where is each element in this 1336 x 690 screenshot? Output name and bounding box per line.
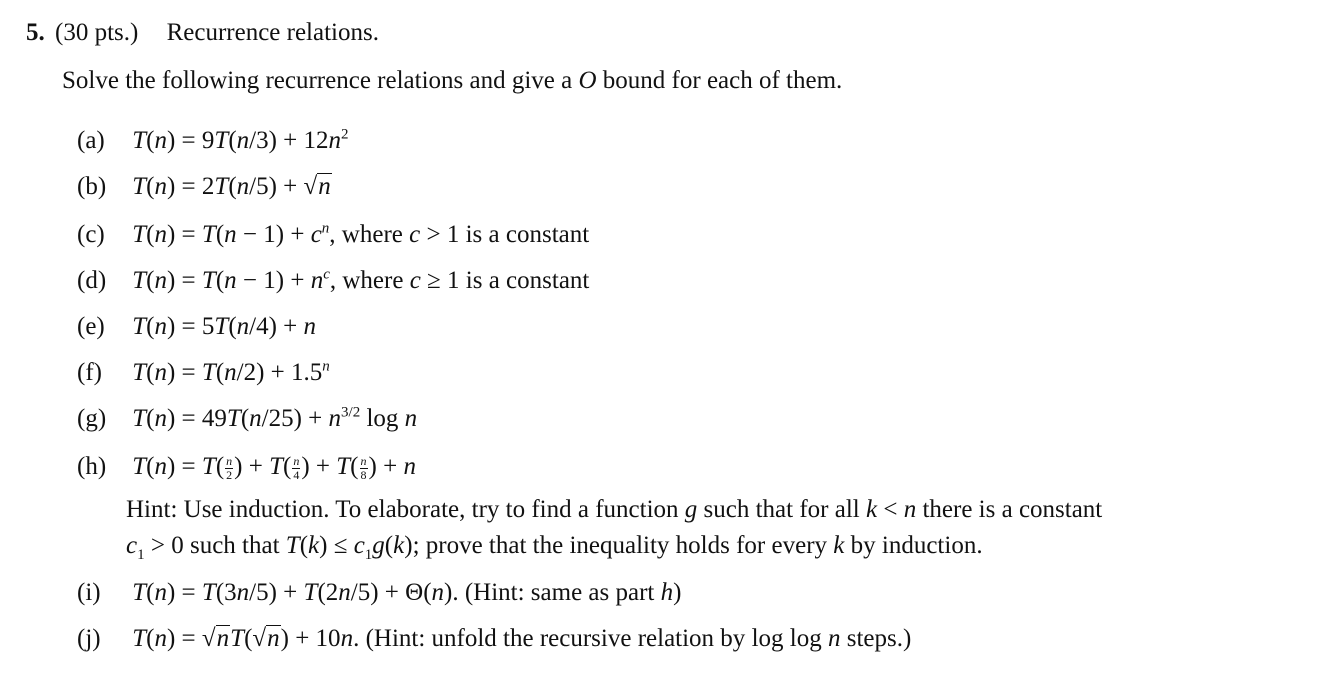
recurrence-item-j (77, 624, 911, 654)
problem-intro: Solve the following recurrence relations and give a O bound for each of them. (62, 67, 843, 94)
hint-h-line-2: $c_1 > 0$ such that $T(k) \le c_1g(k)$; prove that the inequality holds for every k by induction. (126, 532, 983, 563)
recurrence-item-f (77, 358, 330, 388)
problem-topic: Recurrence relations. (166, 19, 379, 46)
recurrence-item-i (77, 578, 681, 608)
item-label: (c) (77, 221, 105, 249)
recurrence-formula: T(n) = T( $\frac{n}{2}$ ) + T( $\frac{n}{4}$ ) + T( $\frac{n}{8}$ ) + n (132, 453, 416, 482)
recurrence-formula: T(n) = √nT(√n) + 10n. (Hint: unfold the recursive relation by log log n steps.) (132, 625, 912, 652)
recurrence-formula: $T(n) = 49T(n/25) + n^{3/2}$ log n (132, 405, 418, 433)
recurrence-item-g (77, 404, 417, 434)
recurrence-formula: T(n) = T(3n/5) + T(2n/5) + Θ(n). (Hint: same as part h) (132, 579, 682, 606)
recurrence-formula: T(n) = 2T(n/5) + √n (132, 173, 331, 200)
problem-points: (30 pts.) (55, 19, 139, 46)
recurrence-item-b (77, 172, 332, 202)
problem-header (26, 18, 379, 48)
item-label: (g) (77, 405, 107, 433)
recurrence-formula: $T(n) = T(n/2) + 1.5^n$ (132, 359, 330, 387)
item-label: (f) (77, 359, 102, 387)
recurrence-formula: $T(n) = T(n - 1) + c^n$, where c > 1 is a constant (132, 221, 590, 249)
recurrence-item-a (77, 126, 349, 156)
recurrence-item-d (77, 266, 589, 296)
item-label: (j) (77, 625, 101, 652)
recurrence-formula: $T(n) = T(n - 1) + n^c$, where c ≥ 1 is a constant (132, 267, 590, 295)
item-label: (b) (77, 173, 107, 200)
item-label: (a) (77, 127, 105, 155)
item-label: (h) (77, 453, 107, 480)
hint-h-line-1: Hint: Use induction. To elaborate, try to find a function g such that for all k < n there is a constant (126, 496, 1103, 523)
item-label: (e) (77, 313, 105, 340)
item-label: (d) (77, 267, 107, 295)
item-label: (i) (77, 579, 101, 606)
recurrence-formula: T(n) = 5T(n/4) + n (132, 313, 317, 340)
problem-number: 5. (26, 19, 45, 46)
recurrence-item-c (77, 220, 589, 250)
recurrence-item-e (77, 312, 316, 342)
recurrence-formula: $T(n) = 9T(n/3) + 12n^2$ (132, 127, 349, 155)
recurrence-item-h (77, 452, 416, 482)
